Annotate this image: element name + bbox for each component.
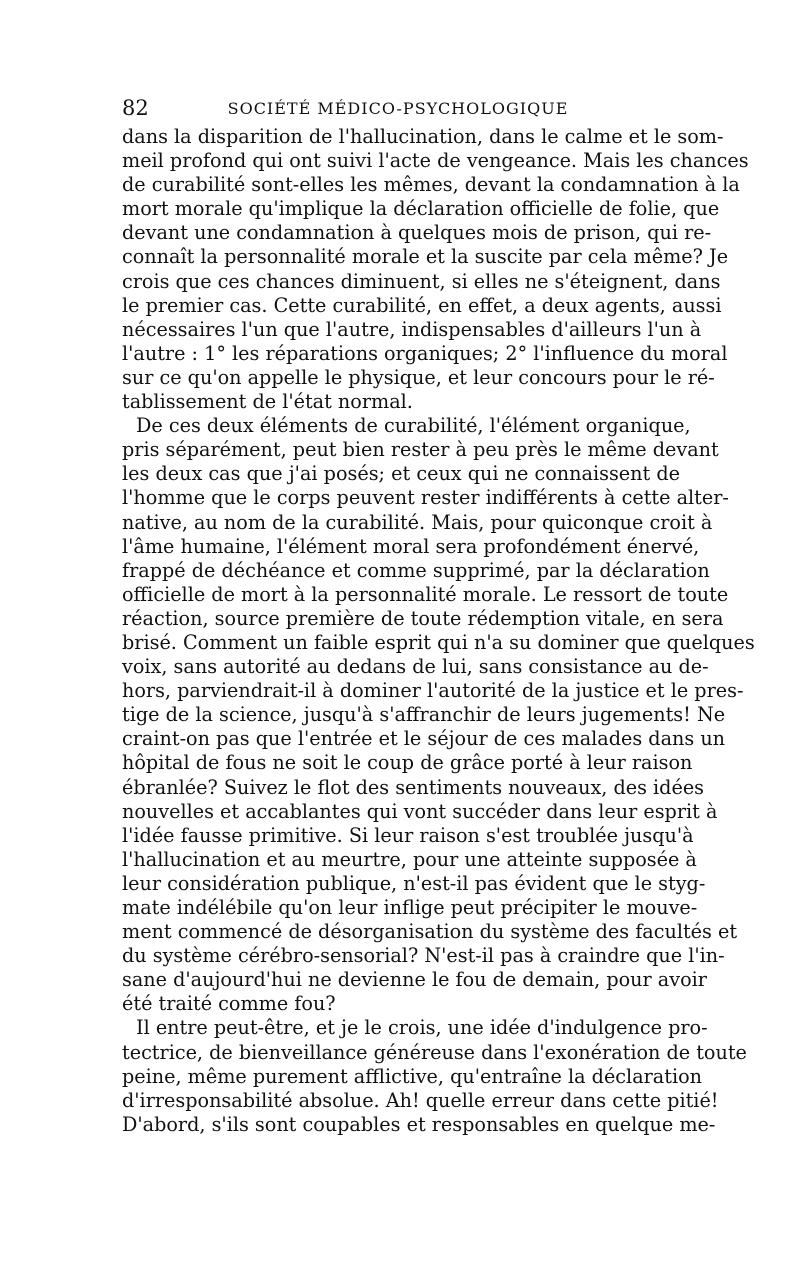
text-line: d'irresponsabilité absolue. Ah! quelle erreur dans cette pitié!: [122, 1088, 719, 1112]
text-line: le premier cas. Cette curabilité, en effet, a deux agents, aussi: [122, 293, 722, 317]
text-line: craint-on pas que l'entrée et le séjour de ces malades dans un: [122, 727, 726, 751]
text-line: l'homme que le corps peuvent rester indifférents à cette alter-: [122, 486, 729, 510]
running-title: SOCIÉTÉ MÉDICO-PSYCHOLOGIQUE: [227, 99, 569, 118]
text-line: sur ce qu'on appelle le physique, et leur concours pour le ré-: [122, 365, 715, 389]
text-line: brisé. Comment un faible esprit qui n'a su dominer que quelques: [122, 630, 755, 654]
text-line: meil profond qui ont suivi l'acte de vengeance. Mais les chances: [122, 149, 749, 173]
text-line: sane d'aujourd'hui ne devienne le fou de demain, pour avoir: [122, 968, 707, 992]
text-line: tige de la science, jusqu'à s'affranchir de leurs jugements! Ne: [122, 703, 726, 727]
text-line: de curabilité sont-elles les mêmes, devant la condamnation à la: [122, 173, 740, 197]
text-line: les deux cas que j'ai posés; et ceux qui ne connaissent de: [122, 462, 680, 486]
text-line: l'hallucination et au meurtre, pour une atteinte supposée à: [122, 847, 697, 871]
text-line: tectrice, de bienveillance généreuse dans l'exonération de toute: [122, 1040, 747, 1064]
text-line: l'idée fausse primitive. Si leur raison s'est troublée jusqu'à: [122, 823, 694, 847]
text-line: pris séparément, peut bien rester à peu près le même devant: [122, 438, 719, 462]
page-header: [118, 96, 678, 124]
text-line: connaît la personnalité morale et la suscite par cela même? Je: [122, 245, 729, 269]
text-line: officielle de mort à la personnalité morale. Le ressort de toute: [122, 582, 729, 606]
text-line: dans la disparition de l'hallucination, dans le calme et le som-: [122, 125, 724, 148]
text-line: ment commencé de désorganisation du système des facultés et: [122, 920, 738, 944]
text-line: réaction, source première de toute rédemption vitale, en sera: [122, 606, 724, 630]
text-line: tablissement de l'état normal.: [122, 390, 413, 414]
text-line: frappé de déchéance et comme supprimé, par la déclaration: [122, 558, 710, 582]
text-line: devant une condamnation à quelques mois de prison, qui re-: [122, 221, 712, 245]
text-line: De ces deux éléments de curabilité, l'élément organique,: [136, 414, 691, 438]
text-line: été traité comme fou?: [122, 992, 336, 1016]
text-line: l'âme humaine, l'élément moral sera profondément énervé,: [122, 534, 700, 558]
body-text: [122, 125, 755, 1137]
text-line: native, au nom de la curabilité. Mais, pour quiconque croit à: [122, 510, 713, 534]
text-line: hors, parviendrait-il à dominer l'autorité de la justice et le pres-: [122, 679, 744, 703]
text-line: D'abord, s'ils sont coupables et responsables en quelque me-: [122, 1112, 716, 1136]
text-line: leur considération publique, n'est-il pas évident que le styg-: [122, 871, 706, 895]
text-line: Il entre peut-être, et je le crois, une idée d'indulgence pro-: [136, 1016, 708, 1040]
text-line: nécessaires l'un que l'autre, indispensables d'ailleurs l'un à: [122, 317, 702, 341]
text-line: voix, sans autorité au dedans de lui, sans consistance au de-: [122, 655, 709, 679]
text-line: nouvelles et accablantes qui vont succéder dans leur esprit à: [122, 799, 718, 823]
text-line: du système cérébro-sensorial? N'est-il pas à craindre que l'in-: [122, 944, 725, 968]
text-line: crois que ces chances diminuent, si elles ne s'éteignent, dans: [122, 269, 721, 293]
text-line: hôpital de fous ne soit le coup de grâce porté à leur raison: [122, 751, 693, 775]
text-line: mate indélébile qu'on leur inflige peut précipiter le mouve-: [122, 896, 698, 919]
text-line: l'autre : 1° les réparations organiques; 2° l'influence du moral: [122, 341, 728, 365]
page-number: 82: [122, 96, 149, 120]
text-line: peine, même purement afflictive, qu'entraîne la déclaration: [122, 1064, 703, 1088]
text-line: ébranlée? Suivez le flot des sentiments nouveaux, des idées: [122, 775, 705, 799]
text-line: mort morale qu'implique la déclaration officielle de folie, que: [122, 197, 720, 221]
